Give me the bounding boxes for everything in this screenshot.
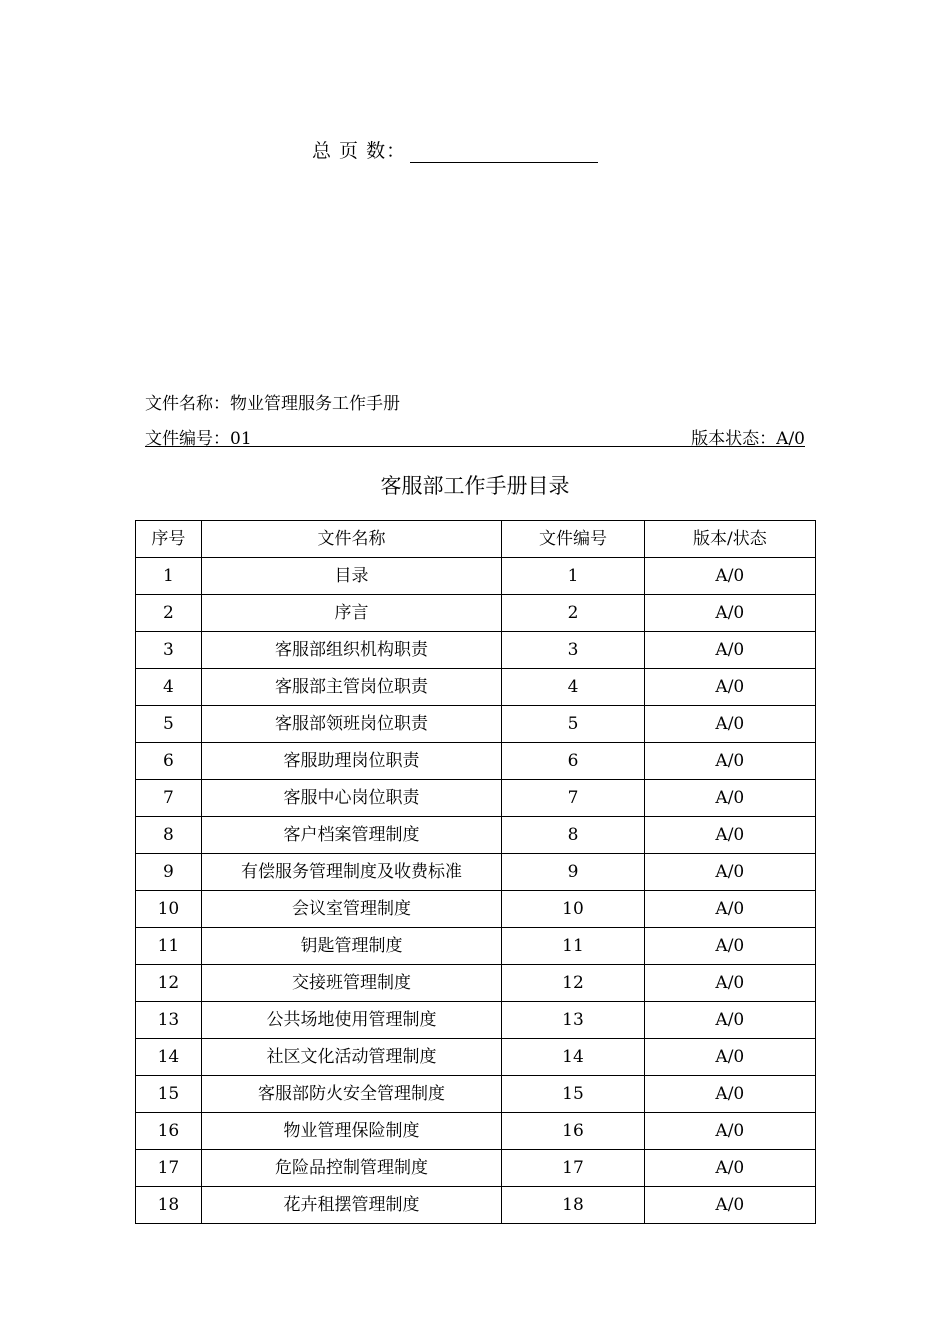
- cell-index: 10: [136, 891, 202, 928]
- cell-version: A/0: [644, 743, 815, 780]
- cell-index: 15: [136, 1076, 202, 1113]
- cell-file-code: 5: [502, 706, 644, 743]
- cell-index: 3: [136, 632, 202, 669]
- total-pages-blank-line: [410, 142, 598, 163]
- cell-version: A/0: [644, 1187, 815, 1224]
- cell-index: 7: [136, 780, 202, 817]
- cell-file-name: 客服部组织机构职责: [201, 632, 502, 669]
- cell-index: 12: [136, 965, 202, 1002]
- cell-index: 16: [136, 1113, 202, 1150]
- cell-index: 18: [136, 1187, 202, 1224]
- cell-file-code: 7: [502, 780, 644, 817]
- cell-file-name: 危险品控制管理制度: [201, 1150, 502, 1187]
- table-row: [136, 817, 816, 854]
- cell-file-name: 客服中心岗位职责: [201, 780, 502, 817]
- table-row: [136, 743, 816, 780]
- table-row: [136, 558, 816, 595]
- cell-version: A/0: [644, 669, 815, 706]
- toc-table: [135, 520, 816, 1224]
- cell-index: 14: [136, 1039, 202, 1076]
- cell-index: 9: [136, 854, 202, 891]
- cell-file-code: 6: [502, 743, 644, 780]
- cell-file-code: 15: [502, 1076, 644, 1113]
- cell-file-code: 14: [502, 1039, 644, 1076]
- cell-file-code: 11: [502, 928, 644, 965]
- cell-index: 5: [136, 706, 202, 743]
- table-row: [136, 854, 816, 891]
- column-header-index: 序号: [136, 521, 202, 558]
- cell-version: A/0: [644, 595, 815, 632]
- table-row: [136, 965, 816, 1002]
- cell-file-name: 客服部领班岗位职责: [201, 706, 502, 743]
- cell-file-name: 钥匙管理制度: [201, 928, 502, 965]
- cell-version: A/0: [644, 1002, 815, 1039]
- cell-file-code: 8: [502, 817, 644, 854]
- cell-index: 1: [136, 558, 202, 595]
- cell-version: A/0: [644, 817, 815, 854]
- cell-file-name: 客户档案管理制度: [201, 817, 502, 854]
- cell-file-code: 1: [502, 558, 644, 595]
- table-row: [136, 1039, 816, 1076]
- cell-file-name: 客服部防火安全管理制度: [201, 1076, 502, 1113]
- cell-version: A/0: [644, 928, 815, 965]
- cell-index: 8: [136, 817, 202, 854]
- cell-index: 2: [136, 595, 202, 632]
- cell-version: A/0: [644, 1113, 815, 1150]
- cell-version: A/0: [644, 854, 815, 891]
- cell-file-name: 交接班管理制度: [201, 965, 502, 1002]
- cell-index: 13: [136, 1002, 202, 1039]
- table-row: [136, 669, 816, 706]
- cell-index: 17: [136, 1150, 202, 1187]
- table-row: [136, 1113, 816, 1150]
- file-name: 文件名称：物业管理服务工作手册: [145, 394, 400, 414]
- cell-file-code: 17: [502, 1150, 644, 1187]
- total-pages-label: 总 页 数：: [312, 140, 407, 162]
- column-header-file-code: 文件编号: [502, 521, 644, 558]
- total-pages-field: [312, 136, 598, 163]
- cell-file-name: 物业管理保险制度: [201, 1113, 502, 1150]
- cell-file-code: 12: [502, 965, 644, 1002]
- table-row: [136, 1150, 816, 1187]
- cell-file-name: 序言: [201, 595, 502, 632]
- cell-version: A/0: [644, 1039, 815, 1076]
- cell-file-name: 客服助理岗位职责: [201, 743, 502, 780]
- version-status: 版本状态：A/0: [691, 429, 805, 449]
- cell-file-code: 3: [502, 632, 644, 669]
- column-header-file-name: 文件名称: [201, 521, 502, 558]
- cell-file-code: 16: [502, 1113, 644, 1150]
- file-code: 文件编号：01: [145, 429, 252, 449]
- cell-index: 11: [136, 928, 202, 965]
- cell-file-name: 有偿服务管理制度及收费标准: [201, 854, 502, 891]
- cell-version: A/0: [644, 706, 815, 743]
- cell-version: A/0: [644, 632, 815, 669]
- table-row: [136, 1187, 816, 1224]
- cell-file-code: 2: [502, 595, 644, 632]
- cell-version: A/0: [644, 780, 815, 817]
- toc-table-body: [136, 558, 816, 1224]
- table-row: [136, 891, 816, 928]
- cell-index: 6: [136, 743, 202, 780]
- table-row: [136, 1002, 816, 1039]
- cell-version: A/0: [644, 1150, 815, 1187]
- cell-file-code: 9: [502, 854, 644, 891]
- cell-version: A/0: [644, 965, 815, 1002]
- cell-file-code: 13: [502, 1002, 644, 1039]
- table-row: [136, 780, 816, 817]
- cell-file-name: 公共场地使用管理制度: [201, 1002, 502, 1039]
- cell-index: 4: [136, 669, 202, 706]
- document-title: 客服部工作手册目录: [380, 474, 570, 498]
- cell-version: A/0: [644, 558, 815, 595]
- file-code-row: [145, 424, 805, 447]
- cell-file-code: 10: [502, 891, 644, 928]
- cell-file-name: 客服部主管岗位职责: [201, 669, 502, 706]
- cell-file-code: 18: [502, 1187, 644, 1224]
- cell-file-name: 花卉租摆管理制度: [201, 1187, 502, 1224]
- cell-file-name: 会议室管理制度: [201, 891, 502, 928]
- table-row: [136, 706, 816, 743]
- cell-file-code: 4: [502, 669, 644, 706]
- table-row: [136, 632, 816, 669]
- column-header-version: 版本/状态: [644, 521, 815, 558]
- table-row: [136, 595, 816, 632]
- cell-version: A/0: [644, 891, 815, 928]
- table-header-row: [136, 521, 816, 558]
- cell-version: A/0: [644, 1076, 815, 1113]
- table-row: [136, 1076, 816, 1113]
- cell-file-name: 目录: [201, 558, 502, 595]
- cell-file-name: 社区文化活动管理制度: [201, 1039, 502, 1076]
- table-row: [136, 928, 816, 965]
